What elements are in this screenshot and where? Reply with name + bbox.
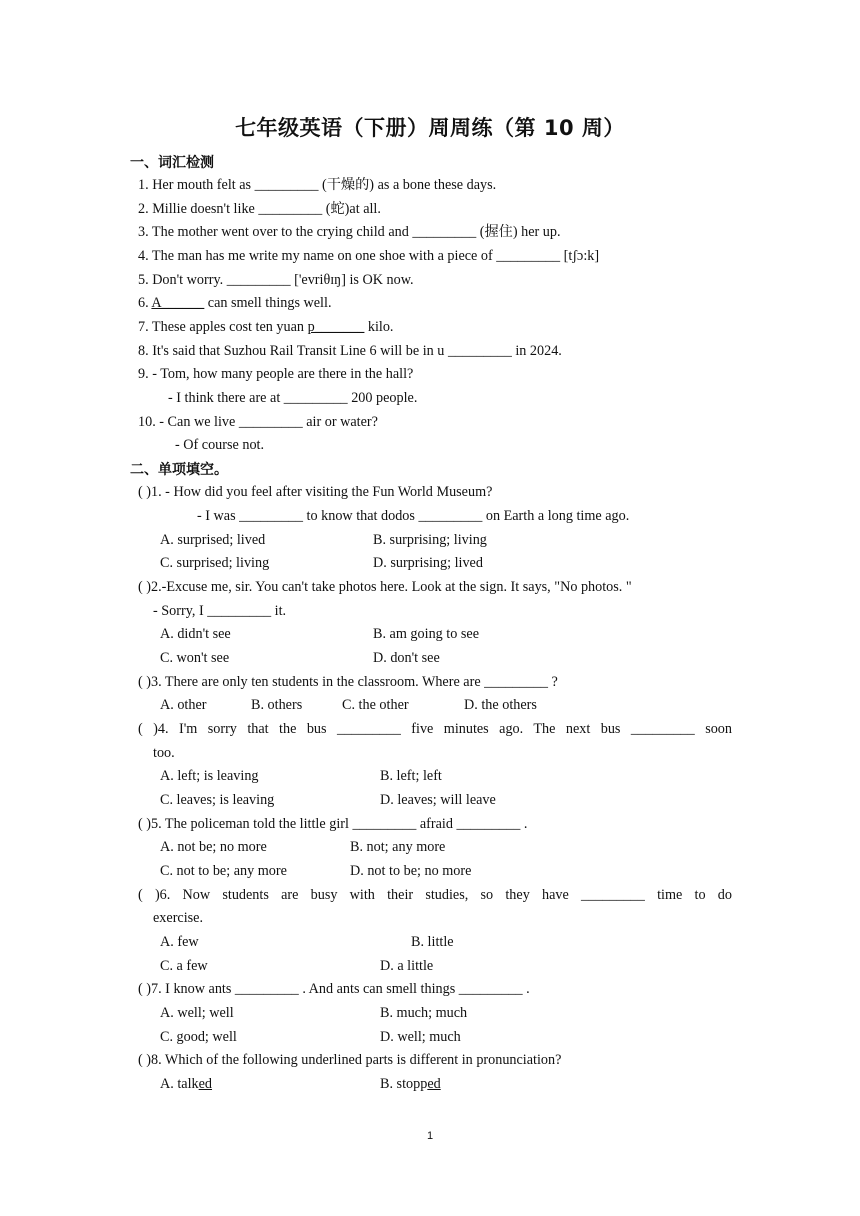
option-8b-underlined-part: ed (427, 1076, 441, 1092)
vocab-item-6-blank: A______ (151, 295, 205, 311)
option-2a: A. didn't see (160, 626, 231, 642)
vocab-item-2: 2. Millie doesn't like _________ (蛇)at all. (138, 201, 381, 217)
vocab-item-3: 3. The mother went over to the crying child and _________ (握住) her up. (138, 224, 561, 240)
option-1b: B. surprising; living (373, 532, 487, 548)
option-1c: C. surprised; living (160, 555, 270, 571)
vocab-item-6-rest: can smell things well. (204, 295, 332, 311)
option-8b (380, 1075, 441, 1093)
option-6b: B. little (411, 934, 454, 950)
option-7d: D. well; much (380, 1029, 461, 1045)
question-1-line-2: - I was _________ to know that dodos _________ on Earth a long time ago. (197, 508, 630, 524)
question-1: ( )1. - How did you feel after visiting the Fun World Museum? (138, 484, 493, 500)
option-5c: C. not to be; any more (160, 863, 287, 879)
option-8a (160, 1075, 212, 1093)
question-3: ( )3. There are only ten students in the classroom. Where are _________ ? (138, 674, 558, 690)
option-6c: C. a few (160, 958, 208, 974)
option-7a: A. well; well (160, 1005, 234, 1021)
option-4d: D. leaves; will leave (380, 792, 496, 808)
option-5a: A. not be; no more (160, 839, 267, 855)
vocab-item-1: 1. Her mouth felt as _________ (干燥的) as a bone these days. (138, 177, 497, 193)
option-1d: D. surprising; lived (373, 555, 483, 571)
page-number: 1 (426, 1130, 434, 1142)
question-2: ( )2.-Excuse me, sir. You can't take photos here. Look at the sign. It says, "No photos. " (138, 579, 632, 595)
question-2-line-2: - Sorry, I _________ it. (153, 603, 287, 619)
option-7c: C. good; well (160, 1029, 237, 1045)
option-3d: D. the others (464, 697, 537, 713)
section-heading-vocabulary: 一、词汇检测 (130, 155, 214, 171)
question-4: ( )4. I'm sorry that the bus _________ five minutes ago. The next bus _________ soon (138, 721, 732, 737)
option-4b: B. left; left (380, 768, 442, 784)
option-2c: C. won't see (160, 650, 230, 666)
question-4-line-2: too. (153, 745, 175, 761)
vocab-item-6 (138, 294, 332, 312)
question-7: ( )7. I know ants _________ . And ants can smell things _________ . (138, 981, 530, 997)
question-6: ( )6. Now students are busy with their studies, so they have _________ time to do (138, 887, 732, 903)
option-5b: B. not; any more (350, 839, 446, 855)
vocab-item-7 (138, 318, 393, 336)
option-5d: D. not to be; no more (350, 863, 472, 879)
vocab-item-9-answer: - I think there are at _________ 200 people. (168, 390, 418, 406)
vocab-item-4: 4. The man has me write my name on one shoe with a piece of _________ [tʃɔ:k] (138, 248, 600, 264)
option-6d: D. a little (380, 958, 434, 974)
option-6a: A. few (160, 934, 199, 950)
vocab-item-8: 8. It's said that Suzhou Rail Transit Line 6 will be in u _________ in 2024. (138, 343, 562, 359)
option-3a: A. other (160, 697, 207, 713)
option-7b: B. much; much (380, 1005, 468, 1021)
vocab-item-10-answer: - Of course not. (175, 437, 265, 453)
vocab-item-7-rest: kilo. (364, 319, 394, 335)
vocab-item-9-question: 9. - Tom, how many people are there in the hall? (138, 366, 414, 382)
section-heading-multiple-choice: 二、单项填空。 (130, 462, 228, 478)
option-8a-word: A. talk (160, 1076, 199, 1092)
option-4a: A. left; is leaving (160, 768, 259, 784)
vocab-item-7-start: 7. These apples cost ten yuan (138, 319, 308, 335)
question-6-line-2: exercise. (153, 910, 204, 926)
question-5: ( )5. The policeman told the little girl _________ afraid _________ . (138, 816, 528, 832)
page-title: 七年级英语（下册）周周练（第 10 周） (235, 116, 625, 140)
option-4c: C. leaves; is leaving (160, 792, 275, 808)
option-8b-word: B. stopp (380, 1076, 428, 1092)
option-1a: A. surprised; lived (160, 532, 266, 548)
question-8: ( )8. Which of the following underlined parts is different in pronunciation? (138, 1052, 562, 1068)
option-2b: B. am going to see (373, 626, 479, 642)
option-3c: C. the other (342, 697, 409, 713)
vocab-item-5: 5. Don't worry. _________ ['evriθɪŋ] is OK now. (138, 272, 414, 288)
option-2d: D. don't see (373, 650, 440, 666)
vocab-item-6-number: 6. (138, 295, 152, 311)
vocab-item-7-blank: p_______ (307, 319, 365, 335)
option-8a-underlined-part: ed (198, 1076, 213, 1092)
vocab-item-10-question: 10. - Can we live _________ air or water? (138, 414, 378, 430)
option-3b: B. others (251, 697, 303, 713)
